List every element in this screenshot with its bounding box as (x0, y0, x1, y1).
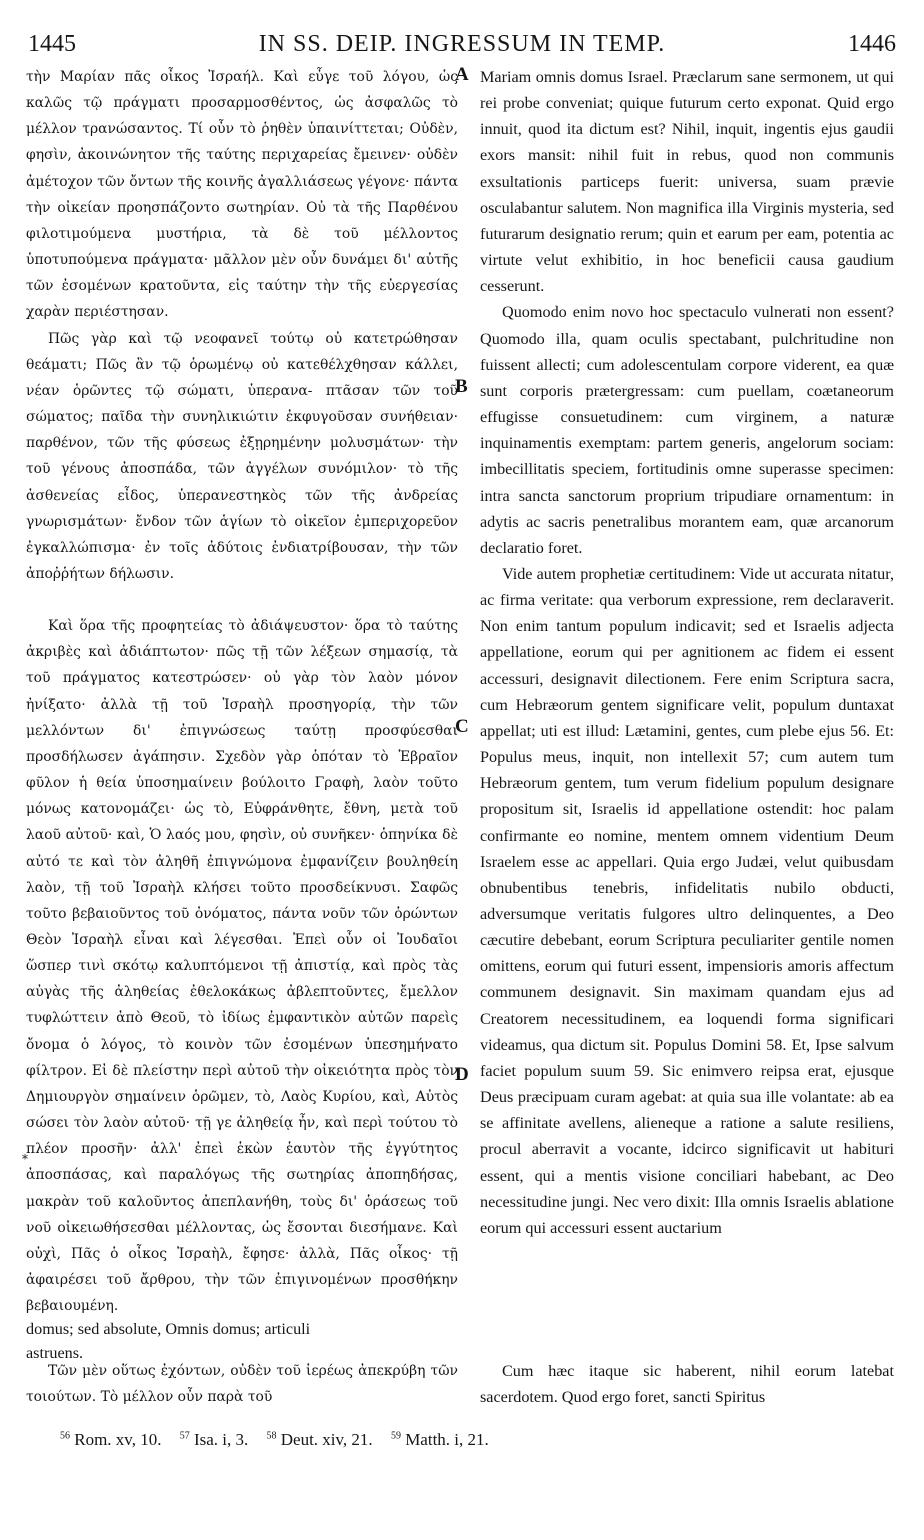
running-title: IN SS. DEIP. INGRESSUM IN TEMP. (258, 31, 666, 57)
section-marker-b: B (455, 376, 468, 397)
greek-end-paragraph: Τῶν μὲν οὕτως ἐχόντων, οὐδὲν τοῦ ἱερέως ἀπεκρύβη τῶν τοιούτων. Τὸ μέλλον οὖν παρὰ τοῦ (26, 1363, 458, 1405)
greek-paragraph-3: Καὶ ὅρα τῆς προφητείας τὸ ἀδιάψευστον· ὅρα τὸ ταύτης ἀκριβὲς καὶ ἀδιάπτωτον· πῶς τῇ τῶν λέξεων σημασίᾳ, τὰ τοῦ πράγματος κατεστρώσεν· οὐ γὰρ τὸν λαὸν μόνον ἠνίξατο· ἀλλὰ τῇ τοῦ Ἰσραὴλ προσηγορίᾳ, τὴν τῶν μελλόντων δι' ἐπιγνώσεως ταύτῃ προσφύεσθαι προσδήλωσεν ἀγάπησιν. Σχεδὸν γὰρ ὁπόταν τὸ Ἑβραῖον φῦλον ἡ θεία ὑποσημαίνειν βούλοιτο Γραφὴ, λαὸν τοῦτο μόνως κατονομάζει· ὡς τὸ, Εὐφράνθητε, ἔθνη, μετὰ τοῦ λαοῦ αὐτοῦ· καὶ, Ὁ λαός μου, φησὶν, οὐ συνῆκεν· ὁπηνίκα δὲ αὐτό τε καὶ τὸν ἀληθῆ ἐπιγνώμονα ἐμφανίζειν βουληθείη λαὸν, τῇ τοῦ Ἰσραὴλ κλήσει τοῦτο προσδείκνυσι. Σαφῶς τοῦτο βεβαιοῦντος τοῦ ὀνόματος, πάντα νοῦν τῶν ὁρώντων Θεὸν Ἰσραὴλ εἶναι καὶ λέγεσθαι. Ἐπεὶ οὖν οἱ Ἰουδαῖοι ὥσπερ τινὶ σκότῳ καλυπτόμενοι τῇ ἀπιστίᾳ, καὶ πρὸς τὰς αὐγὰς τῆς ἀληθείας ἐθελοκάκως ἀβλεπτοῦντες, ἔμελλον τυφλώττειν ἀπὸ Θεοῦ, τὸ ἰδίως ἐμφαντικὸν αὐτῶν παρεὶς ὄνομα ὁ λόγος, τὸ κοινὸν τῶν ἐσομένων ὑπεσημήνατο φίλτρον. Εἰ δὲ πλείστην περὶ αὐτοῦ τὴν οἰκειότητα πρὸς τὸν Δημιουργὸν σημαίνειν ὁρῶμεν, τὸ, Λαὸς Κυρίου, καὶ, Αὐτὸς σώσει τὸν λαὸν αὐτοῦ· τῇ γε ἀληθείᾳ ἦν, καὶ περὶ τούτου τὸ πλέον προσῆν· ἀλλ' ἐπεὶ ἑκὼν ἑαυτὸν τῆς ἐγγύτητος ἀποσπάσας, καὶ παραλόγως τῆς σωτηρίας ἀποπηδήσας, μακρὰν τοῦ καλοῦντος ἀπεπλανήθη, τοὺς δι' ὁράσεως τοῦ νοῦ οἰκειωθήσεσθαι μέλλοντας, ὡς ἔσονται διεσήμανε. Καὶ οὐχὶ, Πᾶς ὁ οἶκος Ἰσραὴλ, ἔφησε· ἀλλὰ, Πᾶς οἶκος· τῇ ἀφαιρέσει τοῦ ἄρθρου, τὴν τῶν ἐπιγινομένων προσθήκην βεβαιουμένη. (26, 618, 458, 1315)
footnote: $^{56}$ Rom. xv, 10. (60, 1430, 162, 1449)
latin-continuation (480, 1358, 894, 1410)
footnote: $^{57}$ Isa. i, 3. (179, 1430, 249, 1449)
margin-asterisk: * (22, 1152, 28, 1166)
spanning-line (26, 1316, 894, 1342)
spanning-tail-text: astruens. (26, 1344, 84, 1362)
latin-end-paragraph: Cum hæc itaque sic haberent, nihil eorum latebat sacerdotem. Quod ergo foret, sancti Spiritus (480, 1362, 894, 1406)
latin-paragraph-3: Vide autem prophetiæ certitudinem: Vide ut accurata nitatur, ac firma veritate: qua verborum expressione, rem declaraverit. Non enim tantum populum indicavit; sed et Israelis adjecta appellatione, eorum qui per agnitionem ac fidem ei essent accessuri, designavit dilectionem. Fere enim Scriptura sacra, cum Hebræorum gentem significare velit, populum duntaxat appellat; uti est illud: Lætamini, gentes, cum plebe ejus 56. Et: Populus meus, inquit, non intellexit 57; cum autem tum Hebræorum gentem, tum verum fidelium populum designare propositum sit, Israelis id appellatione ostendit: hoc palam confirmante eo nomine, mentem omnem videntium Deum Israelem esse ac appellari. Quia ergo Judæi, velut quibusdam obnubentibus tenebris, infidelitatis nubilo obducti, adversumque veritatis fulgores ultro delinquentes, a Deo cæcutire debebant, eorum Scriptura peculiariter gentile nomen omittens, eorum qui futuri essent, impensioris amoris affectum communem designavit. Sin maximam quandam ejus ad Creatorem necessitudinem, ea loquendi forma significari videamus, qua dictum sit. Populus Domini 58. Et, Ipse salvum faciet populum suum 59. Sic enimvero reipsa erat, ejusque Deus præcipuam curam agebat: at quia sua ille volantate: ab ea se affinitate avellens, alieneque a ratione a salute resiliens, procul aberravit a vocante, idcirco significavit ut habituri essent, qui a mentis visione conciliari habebant, ac Deo necessitudine jungi. Nec vero dixit: Illa omnis Israelis ablatione eorum qui accessuri essent auctarium (480, 564, 894, 1237)
greek-continuation (26, 1358, 458, 1410)
greek-paragraph-1: τὴν Μαρίαν πᾶς οἶκος Ἰσραήλ. Καὶ εὖγε τοῦ λόγου, ὡς καλῶς τῷ πράγματι προσαρμοσθέντος, ὡς ἀσφαλῶς τὸ μέλλον τρανώσαντος. Τί οὖν τὸ ῥηθὲν ὑπαινίττεται; Οὐδὲν, φησὶν, ἀκοινώνητον τῆς ταύτης περιχαρείας ἔμεινεν· οὐδὲν ἀμέτοχον τῶν ὄντων τῆς κοινῆς ἀγαλλιάσεως γέγονε· πάντα τὴν οἰκείαν προησπάζοντο σωτηρίαν. Οὐ τὰ τῆς Παρθένου φιλοτιμούμενα μυστήρια, τὰ δὲ τοῦ μέλλοντος ὑποτυπούμενα πράγματα· μᾶλλον μὲν οὖν δυνάμει δι' αὐτῆς τῶν ἐσομένων κρατοῦντα, εἰς ταύτην τὴν τῆς εὐεργεσίας χαρὰν περιέστησαν. (26, 69, 458, 321)
footnotes (60, 1430, 890, 1450)
latin-paragraph-1: Mariam omnis domus Israel. Præclarum sane sermonem, ut qui rei probe conveniat; quique futurum certo exponat. Quid ergo innuit, quod ita dictum est? Nihil, inquit, ingentis ejus gaudii exors mansit: nihil fuit in rebus, quod non communis exsultationis particeps fuerit: universa, suam prævie osculabantur salutem. Non magnifica illa Virginis mysteria, sed futurarum designatio rerum; quin et earum per eam, potentia ac virtute velut exhibitio, in hoc beneficii causa gaudium cesserunt. (480, 68, 894, 296)
latin-paragraph-2: Quomodo enim novo hoc spectaculo vulnerati non essent? Quomodo illa, quam oculis spectabant, pulchritudine non fuissent allecti; cum adolescentulam corpore viderent, ea quæ sunt corporis prætergressam: cum puellam, coætaneorum effugisse consuetudinem: cum virginem, a naturæ inquinamentis exemptam: partem generis, angelorum sociam: imbecillitatis speciem, fortitudinis omne superasse specimen: intra sancta sanctorum proprium tripudiare ornamentum: in adytis ac sacris penetralibus morantem eam, quæ arcanorum declaratio foret. (480, 303, 894, 557)
greek-column (26, 64, 458, 1319)
footnote: $^{59}$ Matth. i, 21. (390, 1430, 489, 1449)
left-page-number: 1445 (28, 31, 76, 57)
greek-paragraph-2: Πῶς γὰρ καὶ τῷ νεοφανεῖ τούτῳ οὐ κατετρώθησαν θεάματι; Πῶς ἂν τῷ ὁρωμένῳ οὐ κατεθέλχθησαν κάλλει, νέαν ὁρῶντες τῷ σώματι, ὑπερανα- πτᾶσαν τῶν τοῦ σώματος; παῖδα τὴν συνηλικιώτιν ἐκφυγοῦσαν συνήθειαν· παρθένον, τῶν τῆς φύσεως ἐξῃρημένην μολυσμάτων· τὴν τοῦ γένους ἀποσπάδα, τῶν ἀγγέλων συνόμιλον· τὸ τῆς ἀσθενείας εἶδος, ὑπερανεστηκὸς τῶν τῆς ἀνδρείας γνωρισμάτων· ἔνδον τῶν ἁγίων τὸ οἰκεῖον ἐμπεριχορεῦον ἐγκαλλώπισμα· ἐν τοῖς ἀδύτοις ἐνδιατρίβουσαν, τὴν τῶν ἀποῤῥήτων δήλωσιν. (26, 330, 458, 582)
page-header (28, 30, 896, 58)
section-marker-a: A (455, 64, 469, 85)
section-marker-d: D (455, 1064, 469, 1085)
spanning-text: domus; sed absolute, Omnis domus; articuli (26, 1320, 311, 1338)
section-marker-c: C (455, 716, 469, 737)
footnote: $^{58}$ Deut. xiv, 21. (266, 1430, 373, 1449)
latin-column (480, 64, 894, 1241)
right-page-number: 1446 (848, 31, 896, 57)
